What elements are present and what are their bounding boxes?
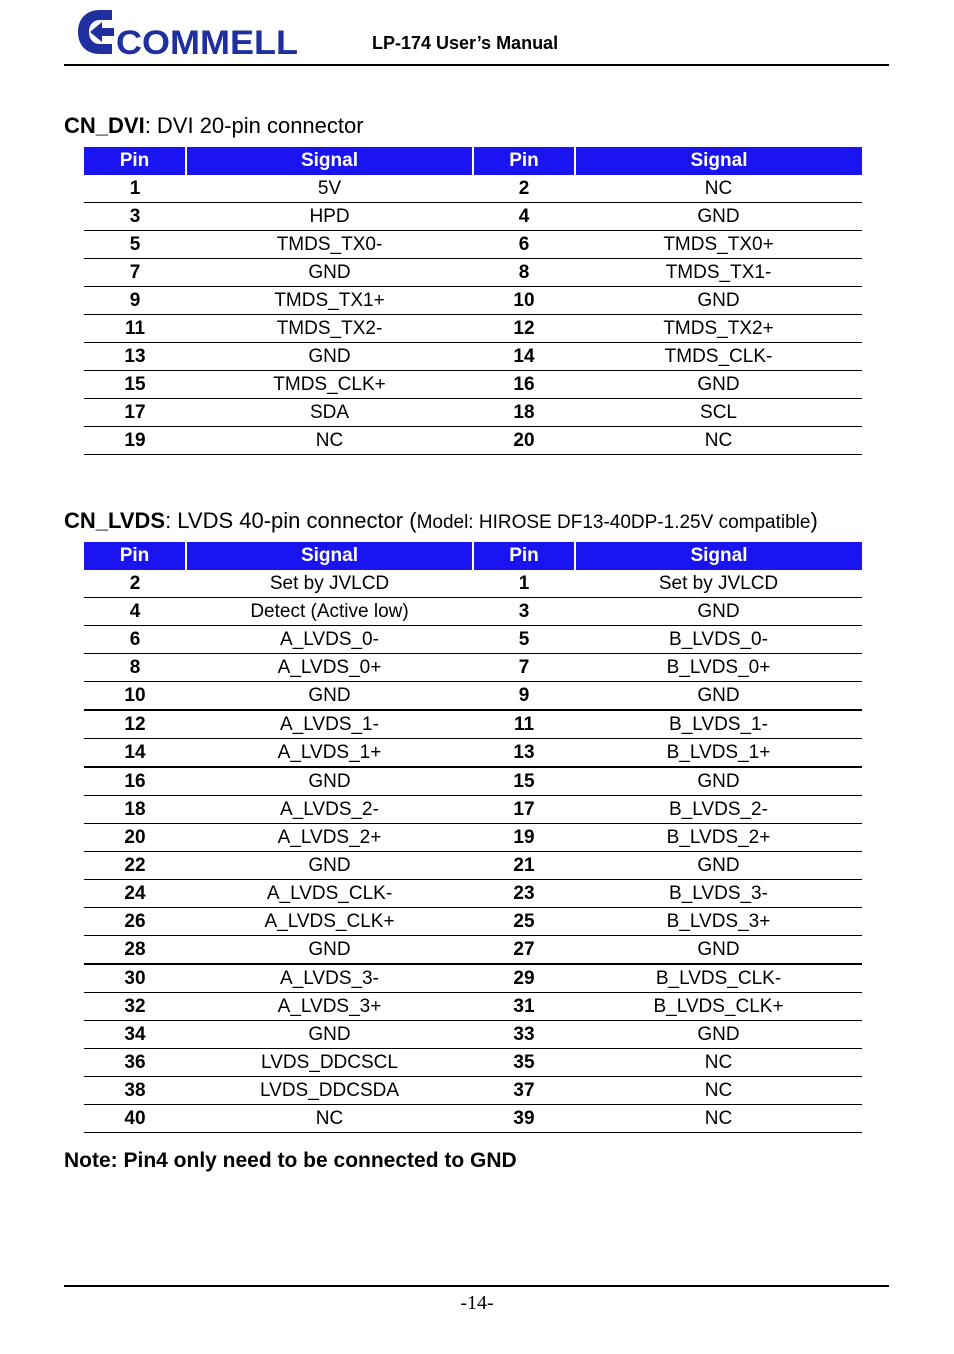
pin-number-cell: 17 [473, 796, 575, 824]
table-row [84, 824, 862, 852]
signal-cell: TMDS_TX0+ [575, 231, 862, 259]
signal-cell: HPD [186, 203, 473, 231]
pin-number-cell: 9 [473, 682, 575, 711]
pin-number-cell: 14 [473, 343, 575, 371]
pin-number-cell: 2 [84, 570, 186, 598]
signal-cell: B_LVDS_3- [575, 880, 862, 908]
signal-cell: A_LVDS_2+ [186, 824, 473, 852]
column-header-signal: Signal [575, 147, 862, 175]
signal-cell: GND [186, 682, 473, 711]
signal-cell: GND [575, 287, 862, 315]
signal-cell: GND [575, 682, 862, 711]
signal-cell: GND [186, 259, 473, 287]
table-row [84, 964, 862, 993]
pin-number-cell: 9 [84, 287, 186, 315]
pin-number-cell: 17 [84, 399, 186, 427]
pin-number-cell: 18 [473, 399, 575, 427]
column-header-signal: Signal [575, 542, 862, 570]
dvi-connector-name: CN_DVI [64, 113, 145, 138]
signal-cell: GND [186, 767, 473, 796]
pin-number-cell: 40 [84, 1105, 186, 1133]
table-row [84, 427, 862, 455]
signal-cell: GND [575, 598, 862, 626]
column-header-pin: Pin [84, 542, 186, 570]
pin-number-cell: 16 [473, 371, 575, 399]
pin-number-cell: 30 [84, 964, 186, 993]
signal-cell: GND [575, 371, 862, 399]
pin-number-cell: 34 [84, 1021, 186, 1049]
signal-cell: TMDS_CLK+ [186, 371, 473, 399]
table-row [84, 626, 862, 654]
signal-cell: GND [575, 852, 862, 880]
signal-cell: TMDS_CLK- [575, 343, 862, 371]
table-row [84, 203, 862, 231]
signal-cell: SDA [186, 399, 473, 427]
signal-cell: SCL [575, 399, 862, 427]
pin-number-cell: 13 [473, 739, 575, 768]
pin-number-cell: 5 [84, 231, 186, 259]
pin-number-cell: 3 [473, 598, 575, 626]
signal-cell: GND [575, 767, 862, 796]
table-row [84, 1021, 862, 1049]
commell-logo [70, 4, 302, 60]
signal-cell: A_LVDS_1- [186, 710, 473, 739]
header-divider [64, 64, 889, 66]
table-row [84, 710, 862, 739]
table-row [84, 399, 862, 427]
signal-cell: TMDS_TX1+ [186, 287, 473, 315]
signal-cell: LVDS_DDCSCL [186, 1049, 473, 1077]
signal-cell: LVDS_DDCSDA [186, 1077, 473, 1105]
table-row [84, 654, 862, 682]
lvds-section-title [64, 508, 818, 536]
signal-cell: GND [575, 1021, 862, 1049]
table-row [84, 682, 862, 711]
logo-text: COMMELL [116, 24, 298, 60]
pin-number-cell: 29 [473, 964, 575, 993]
pin-number-cell: 8 [84, 654, 186, 682]
table-row [84, 1077, 862, 1105]
signal-cell: B_LVDS_2- [575, 796, 862, 824]
dvi-table-body [84, 175, 862, 455]
signal-cell: A_LVDS_2- [186, 796, 473, 824]
pin-number-cell: 16 [84, 767, 186, 796]
signal-cell: B_LVDS_0+ [575, 654, 862, 682]
pin-number-cell: 19 [84, 427, 186, 455]
pin-number-cell: 2 [473, 175, 575, 203]
table-row [84, 1105, 862, 1133]
pin-number-cell: 20 [473, 427, 575, 455]
table-row [84, 1049, 862, 1077]
signal-cell: B_LVDS_1+ [575, 739, 862, 768]
pin-number-cell: 37 [473, 1077, 575, 1105]
pin-number-cell: 7 [84, 259, 186, 287]
lvds-connector-name: CN_LVDS [64, 508, 166, 533]
pin-number-cell: 1 [84, 175, 186, 203]
signal-cell: NC [575, 427, 862, 455]
pin-number-cell: 11 [473, 710, 575, 739]
signal-cell: A_LVDS_3+ [186, 993, 473, 1021]
signal-cell: Detect (Active low) [186, 598, 473, 626]
signal-cell: NC [186, 1105, 473, 1133]
signal-cell: GND [575, 203, 862, 231]
signal-cell: NC [575, 1105, 862, 1133]
signal-cell: Set by JVLCD [186, 570, 473, 598]
commell-logo-mark [70, 4, 302, 60]
signal-cell: B_LVDS_0- [575, 626, 862, 654]
pin-number-cell: 8 [473, 259, 575, 287]
dvi-connector-description: : DVI 20-pin connector [144, 113, 364, 138]
pin-number-cell: 3 [84, 203, 186, 231]
signal-cell: GND [186, 936, 473, 965]
table-header-row [84, 147, 862, 175]
table-row [84, 880, 862, 908]
table-row [84, 343, 862, 371]
signal-cell: NC [575, 1077, 862, 1105]
signal-cell: GND [186, 343, 473, 371]
table-row [84, 371, 862, 399]
note-text: Note: Pin4 only need to be connected to GND [64, 1149, 517, 1172]
signal-cell: NC [575, 175, 862, 203]
signal-cell: B_LVDS_CLK+ [575, 993, 862, 1021]
column-header-signal: Signal [186, 147, 473, 175]
signal-cell: GND [186, 852, 473, 880]
footer-divider [64, 1285, 889, 1287]
pin-number-cell: 26 [84, 908, 186, 936]
page-number: -14- [460, 1292, 494, 1314]
pin-number-cell: 12 [473, 315, 575, 343]
pin-number-cell: 4 [473, 203, 575, 231]
signal-cell: B_LVDS_2+ [575, 824, 862, 852]
pin-number-cell: 38 [84, 1077, 186, 1105]
lvds-close-paren: ) [810, 508, 818, 533]
dvi-section-title [64, 113, 364, 139]
pin-number-cell: 39 [473, 1105, 575, 1133]
pin-number-cell: 5 [473, 626, 575, 654]
pin-number-cell: 23 [473, 880, 575, 908]
signal-cell: A_LVDS_CLK- [186, 880, 473, 908]
table-header-row [84, 542, 862, 570]
pin-number-cell: 32 [84, 993, 186, 1021]
signal-cell: TMDS_TX2- [186, 315, 473, 343]
column-header-pin: Pin [473, 147, 575, 175]
pin-number-cell: 10 [84, 682, 186, 711]
signal-cell: NC [575, 1049, 862, 1077]
pin-number-cell: 31 [473, 993, 575, 1021]
table-row [84, 852, 862, 880]
signal-cell: TMDS_TX0- [186, 231, 473, 259]
pin-number-cell: 6 [84, 626, 186, 654]
table-row [84, 936, 862, 965]
pin-number-cell: 15 [84, 371, 186, 399]
pin-number-cell: 7 [473, 654, 575, 682]
pin-number-cell: 25 [473, 908, 575, 936]
signal-cell: GND [575, 936, 862, 965]
pin-number-cell: 24 [84, 880, 186, 908]
pin-number-cell: 27 [473, 936, 575, 965]
pin-number-cell: 11 [84, 315, 186, 343]
pin-number-cell: 20 [84, 824, 186, 852]
signal-cell: NC [186, 427, 473, 455]
pin-number-cell: 10 [473, 287, 575, 315]
table-row [84, 993, 862, 1021]
table-row [84, 231, 862, 259]
pin-number-cell: 22 [84, 852, 186, 880]
table-row [84, 908, 862, 936]
signal-cell: B_LVDS_1- [575, 710, 862, 739]
pin-number-cell: 19 [473, 824, 575, 852]
signal-cell: TMDS_TX2+ [575, 315, 862, 343]
table-row [84, 796, 862, 824]
pin-number-cell: 14 [84, 739, 186, 768]
pin-number-cell: 13 [84, 343, 186, 371]
signal-cell: B_LVDS_3+ [575, 908, 862, 936]
column-header-signal: Signal [186, 542, 473, 570]
pin-number-cell: 33 [473, 1021, 575, 1049]
table-row [84, 739, 862, 768]
signal-cell: A_LVDS_0- [186, 626, 473, 654]
signal-cell: Set by JVLCD [575, 570, 862, 598]
table-row [84, 315, 862, 343]
lvds-pin-table [84, 542, 862, 1133]
table-row [84, 287, 862, 315]
table-row [84, 175, 862, 203]
signal-cell: TMDS_TX1- [575, 259, 862, 287]
signal-cell: A_LVDS_3- [186, 964, 473, 993]
pin-number-cell: 1 [473, 570, 575, 598]
signal-cell: 5V [186, 175, 473, 203]
signal-cell: B_LVDS_CLK- [575, 964, 862, 993]
table-row [84, 570, 862, 598]
lvds-connector-description: : LVDS 40-pin connector ( [165, 508, 417, 533]
signal-cell: GND [186, 1021, 473, 1049]
dvi-pin-table [84, 147, 862, 455]
pin-number-cell: 12 [84, 710, 186, 739]
pin-number-cell: 35 [473, 1049, 575, 1077]
manual-title: LP-174 User’s Manual [372, 33, 559, 53]
lvds-model-note: Model: HIROSE DF13-40DP-1.25V compatible [416, 512, 811, 533]
pin-number-cell: 6 [473, 231, 575, 259]
pin-number-cell: 18 [84, 796, 186, 824]
signal-cell: A_LVDS_1+ [186, 739, 473, 768]
column-header-pin: Pin [473, 542, 575, 570]
signal-cell: A_LVDS_0+ [186, 654, 473, 682]
pin-number-cell: 36 [84, 1049, 186, 1077]
pin-number-cell: 4 [84, 598, 186, 626]
column-header-pin: Pin [84, 147, 186, 175]
lvds-table-body [84, 570, 862, 1133]
pin-number-cell: 21 [473, 852, 575, 880]
table-row [84, 767, 862, 796]
signal-cell: A_LVDS_CLK+ [186, 908, 473, 936]
pin-number-cell: 28 [84, 936, 186, 965]
pin-number-cell: 15 [473, 767, 575, 796]
table-row [84, 598, 862, 626]
table-row [84, 259, 862, 287]
